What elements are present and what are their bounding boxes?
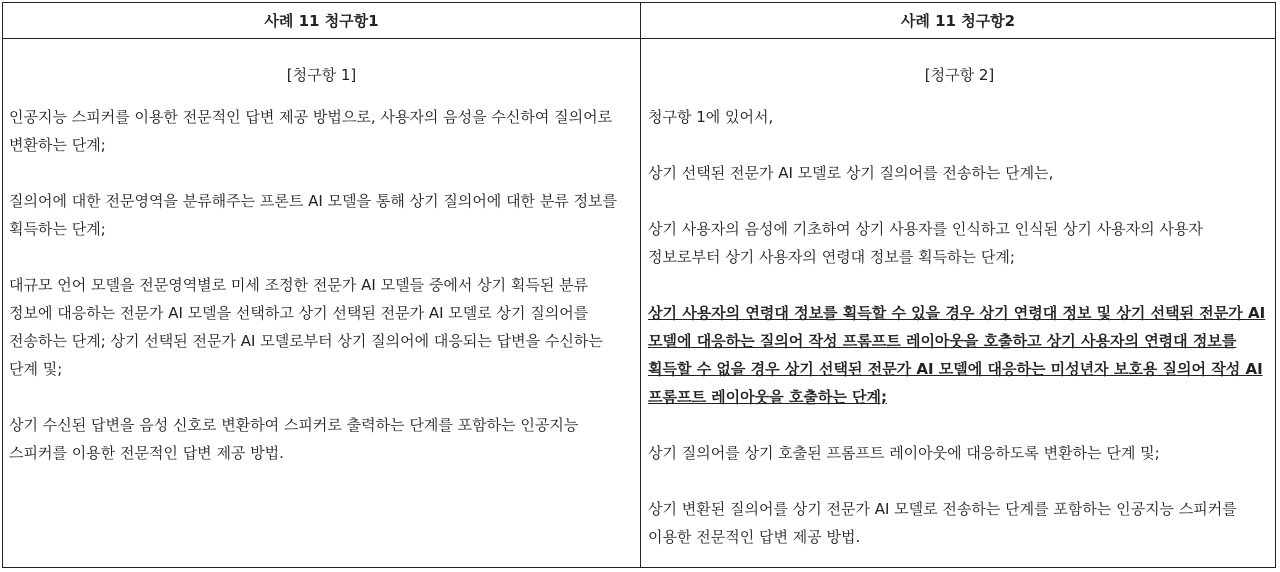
claim-2-cell: [641, 39, 1275, 567]
claim-2-step-2-highlighted: 상기 사용자의 연령대 정보를 획득할 수 있을 경우 상기 연령대 정보 및 상기 선택된 전문가 AI 모델에 대응하는 질의어 작성 프롬프트 레이아웃을 호출하고 상기 사용자의 연령대 정보를 획득할 수 없을 경우 상기 선택된 전문가 AI 모델에 대응하는 미성년자 보호용 질의어 작성 AI 프롬프트 레이아웃을 호출하는 단계;: [648, 304, 1266, 406]
header-claim-2: 사례 11 청구항2: [900, 12, 1016, 30]
claim-2-title: [청구항 2]: [924, 66, 995, 84]
claim-1-step-2: 질의어에 대한 전문영역을 분류해주는 프론트 AI 모델을 통해 상기 질의어에 대한 분류 정보를 획득하는 단계;: [9, 192, 618, 238]
claims-table: [2, 2, 1276, 568]
claim-1-step-1: 인공지능 스피커를 이용한 전문적인 답변 제공 방법으로, 사용자의 음성을 수신하여 질의어로 변환하는 단계;: [9, 108, 613, 154]
claim-2-step-3: 상기 질의어를 상기 호출된 프롬프트 레이아웃에 대응하도록 변환하는 단계 및;: [648, 444, 1160, 462]
claim-1-step-3: 대규모 언어 모델을 전문영역별로 미세 조정한 전문가 AI 모델들 중에서 상기 획득된 분류 정보에 대응하는 전문가 AI 모델을 선택하고 상기 선택된 전문가 AI 모델로 상기 질의어를 전송하는 단계; 상기 선택된 전문가 AI 모델로부터 상기 질의어에 대응되는 답변을 수신하는 단계 및;: [9, 276, 603, 378]
claim-2-step-4: 상기 변환된 질의어를 상기 전문가 AI 모델로 전송하는 단계를 포함하는 인공지능 스피커를 이용한 전문적인 답변 제공 방법.: [648, 500, 1237, 546]
claim-1-title: [청구항 1]: [286, 66, 357, 84]
claim-1-step-4: 상기 수신된 답변을 음성 신호로 변환하여 스피커로 출력하는 단계를 포함하는 인공지능 스피커를 이용한 전문적인 답변 제공 방법.: [9, 416, 579, 462]
claim-1-cell: [3, 39, 640, 567]
header-claim-1: 사례 11 청구항1: [264, 12, 379, 30]
claim-2-step-intro: 상기 선택된 전문가 AI 모델로 상기 질의어를 전송하는 단계는,: [648, 164, 1054, 182]
claim-2-step-1: 상기 사용자의 음성에 기초하여 상기 사용자를 인식하고 인식된 상기 사용자의 사용자 정보로부터 상기 사용자의 연령대 정보를 획득하는 단계;: [648, 220, 1203, 266]
claim-2-preamble: 청구항 1에 있어서,: [648, 108, 774, 126]
